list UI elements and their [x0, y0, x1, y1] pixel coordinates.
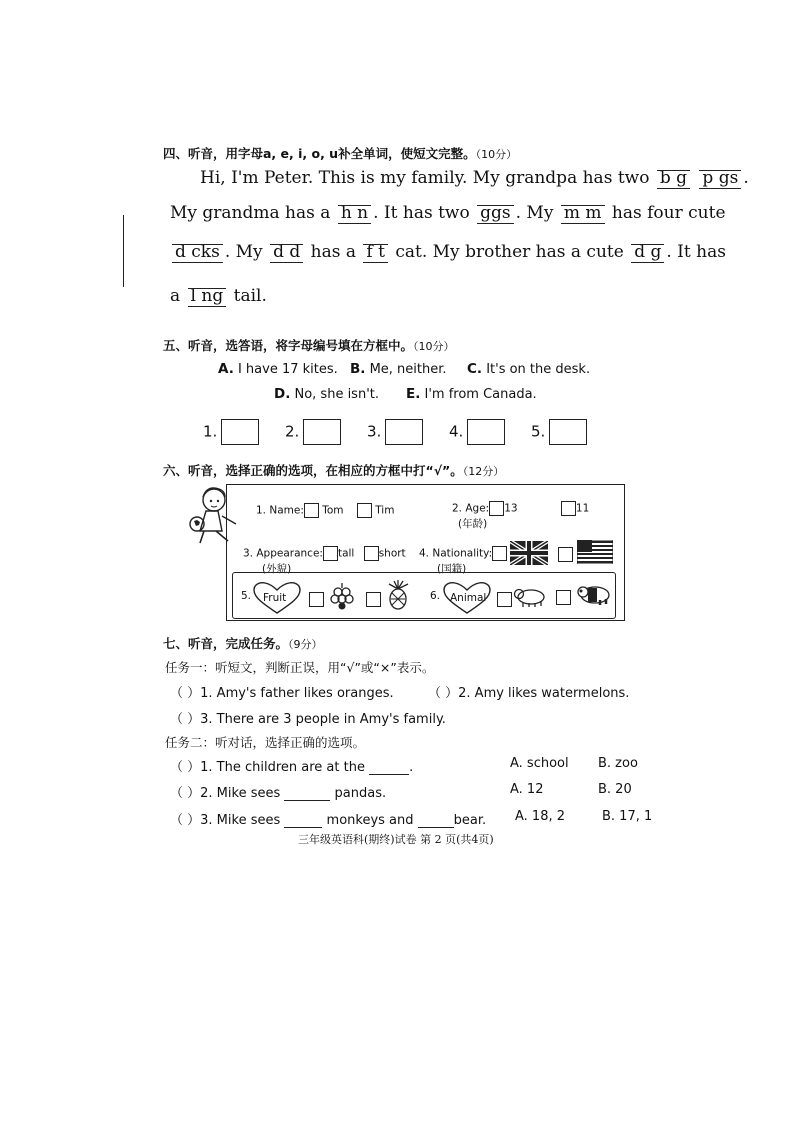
- answer-paren[interactable]: （ ）: [170, 813, 201, 828]
- passage-line-1: Hi, I'm Peter. This is my family. My grandpa has two b g p gs .: [200, 168, 749, 188]
- section-6-title: 六、听音，选择正确的选项，在相应的方框中打“√”。（12分）: [163, 463, 505, 478]
- option-c: C. It's on the desk.: [467, 361, 591, 377]
- panda-icon: [576, 582, 612, 606]
- pineapple-icon: [384, 580, 414, 610]
- section-7-title: 七、听音，完成任务。（9分）: [163, 636, 323, 651]
- page-footer: 三年级英语科(期终)试卷 第 2 页(共4页): [298, 833, 494, 846]
- uk-flag-icon: [510, 541, 548, 565]
- option-d: D. No, she isn't.: [274, 386, 379, 402]
- checkbox-uk[interactable]: [492, 546, 507, 561]
- margin-mark: [123, 215, 124, 287]
- bear-icon: [513, 585, 547, 607]
- blank-fat[interactable]: f t: [363, 242, 388, 263]
- blank-mum[interactable]: m m: [561, 203, 605, 224]
- task2-2-option-b: B. 20: [598, 782, 632, 797]
- q3-appearance: 3. Appearance: tall short: [243, 547, 406, 560]
- q4-chinese: (国籍): [437, 563, 467, 575]
- answer-box-5[interactable]: 5.: [531, 419, 587, 445]
- blank-eggs[interactable]: ggs: [477, 203, 514, 224]
- q3-chinese: (外貌): [262, 563, 292, 575]
- checkbox-animal-1[interactable]: [497, 592, 512, 607]
- answer-blank[interactable]: [418, 812, 454, 828]
- task2-3-option-a: A. 18, 2: [515, 809, 566, 824]
- option-e: E. I'm from Canada.: [406, 386, 537, 402]
- q2-age: 2. Age: 13 11: [452, 502, 590, 515]
- blank-dog[interactable]: d g: [631, 242, 664, 263]
- answer-blank[interactable]: [284, 785, 330, 801]
- checkbox-fruit-1[interactable]: [309, 592, 324, 607]
- grapes-icon: [329, 582, 355, 610]
- task1-item-1: （ ）1. Amy's father likes oranges.: [170, 686, 394, 701]
- task-2-title: 任务二：听对话，选择正确的选项。: [165, 735, 366, 750]
- blank-hen[interactable]: h n: [338, 203, 371, 224]
- section-4-score: （10分）: [475, 148, 518, 161]
- checkbox-13[interactable]: [489, 501, 504, 516]
- fruit-heart-label: Fruit: [263, 592, 287, 604]
- checkbox-11[interactable]: [561, 501, 576, 516]
- task1-item-2: （ ）2. Amy likes watermelons.: [428, 686, 630, 701]
- section-4-title: [163, 144, 517, 162]
- checkbox-tom[interactable]: [304, 503, 319, 518]
- checkbox-short[interactable]: [364, 546, 379, 561]
- q5-number: 5.: [241, 590, 252, 602]
- option-b: B. Me, neither.: [350, 361, 447, 377]
- blank-ducks[interactable]: d cks: [172, 242, 223, 263]
- answer-paren[interactable]: （ ）: [170, 760, 201, 775]
- answer-box-4[interactable]: 4.: [449, 419, 505, 445]
- q1-name: 1. Name: Tom Tim: [256, 504, 395, 517]
- task2-item-3: （ ）3. Mike sees monkeys and bear.: [170, 813, 487, 828]
- blank-long[interactable]: l ng: [188, 286, 227, 307]
- task2-item-1: （ ）1. The children are at the .: [170, 760, 414, 775]
- passage-line-4: a l ng tail.: [170, 286, 267, 306]
- answer-paren[interactable]: （ ）: [170, 786, 201, 801]
- answer-paren[interactable]: （ ）: [170, 686, 201, 701]
- animal-heart-label: Animal: [450, 592, 487, 604]
- answer-box-3[interactable]: 3.: [367, 419, 423, 445]
- task2-1-option-b: B. zoo: [598, 756, 638, 771]
- passage-line-2: My grandma has a h n . It has two ggs . My m m has four cute: [170, 203, 726, 223]
- blank-pigs[interactable]: p gs: [699, 168, 741, 189]
- q4-nationality: 4. Nationality:: [419, 546, 507, 561]
- answer-paren[interactable]: （ ）: [170, 712, 201, 727]
- usa-flag-icon: [577, 540, 613, 564]
- blank-dad[interactable]: d d: [270, 242, 303, 263]
- task2-1-option-a: A. school: [510, 756, 569, 771]
- task-1-title: 任务一：听短文，判断正误，用“√”或“×”表示。: [165, 660, 435, 675]
- checkbox-tim[interactable]: [357, 503, 372, 518]
- passage-text: Hi, I'm Peter. This is my family. My grandpa has two: [200, 168, 650, 188]
- answer-paren[interactable]: （ ）: [428, 686, 459, 701]
- task1-item-3: （ ）3. There are 3 people in Amy's family.: [170, 712, 446, 727]
- blank-big[interactable]: b g: [657, 168, 690, 189]
- checkbox-fruit-2[interactable]: [366, 592, 381, 607]
- checkbox-animal-2[interactable]: [556, 590, 571, 605]
- passage-line-3: d cks . My d d has a f t cat. My brother has a cute d g . It has: [170, 242, 726, 263]
- task2-item-2: （ ）2. Mike sees pandas.: [170, 786, 387, 801]
- q2-chinese: (年龄): [458, 518, 488, 530]
- answer-blank[interactable]: [369, 759, 409, 775]
- q6-number: 6.: [430, 590, 441, 602]
- answer-blank[interactable]: [284, 812, 322, 828]
- answer-box-2[interactable]: 2.: [285, 419, 341, 445]
- section-5-title: 五、听音，选答语，将字母编号填在方框中。（10分）: [163, 338, 455, 353]
- task2-2-option-a: A. 12: [510, 782, 544, 797]
- option-a: A. I have 17 kites.: [218, 361, 338, 377]
- task2-3-option-b: B. 17, 1: [602, 809, 653, 824]
- answer-box-1[interactable]: 1.: [203, 419, 259, 445]
- checkbox-usa[interactable]: [558, 547, 573, 562]
- section-4-title-text: 四、听音，用字母a, e, i, o, u补全单词，使短文完整。: [163, 146, 476, 161]
- checkbox-tall[interactable]: [323, 546, 338, 561]
